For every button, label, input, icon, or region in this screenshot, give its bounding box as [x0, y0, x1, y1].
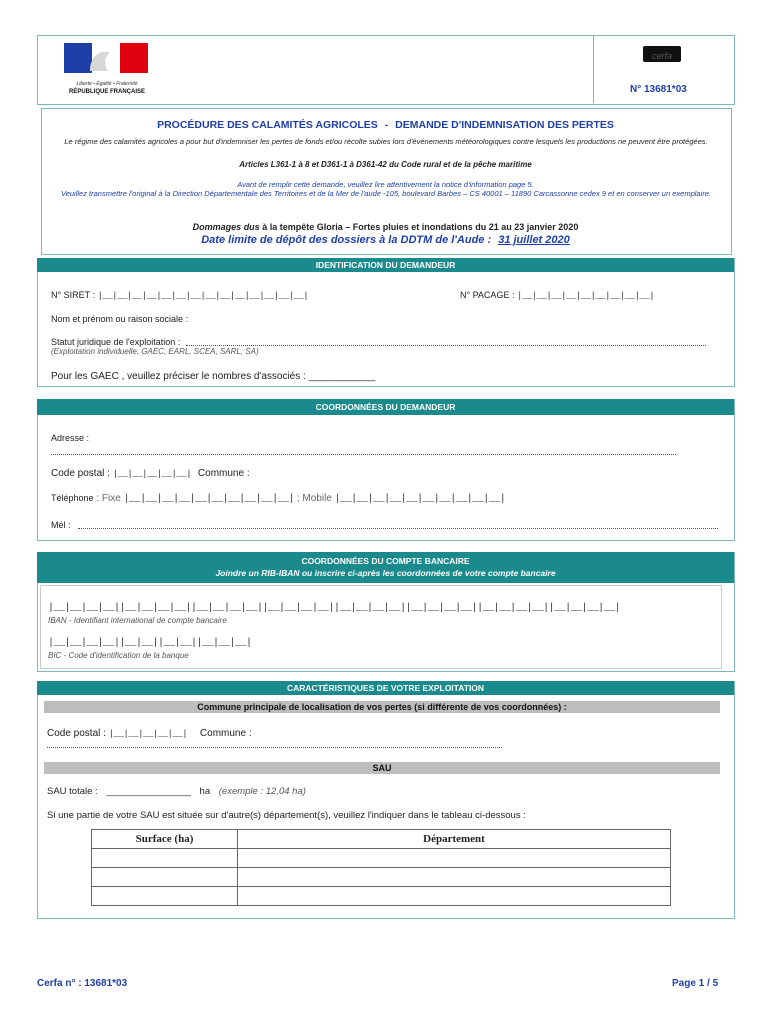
bic-caption: BIC - Code d'identification de la banque [48, 651, 189, 660]
phone-field[interactable] [51, 493, 505, 505]
footer-cerfa: Cerfa n° : 13681*03 [37, 978, 128, 989]
department-cell[interactable] [238, 887, 671, 906]
bank-subtitle: Joindre un RIB-IBAN ou inscrire ci-après les coordonnées de votre compte bancaire [215, 568, 556, 578]
title-left: PROCÉDURE DES CALAMITÉS AGRICOLES [157, 119, 378, 131]
sau-field[interactable] [47, 786, 306, 797]
logo-republique: RÉPUBLIQUE FRANÇAISE [68, 89, 145, 95]
mail-underline [78, 528, 718, 529]
farm-commune-underline [47, 747, 502, 748]
postal-boxes: |__|__|__|__|__| [112, 469, 192, 479]
mail-field[interactable]: Mél : [51, 520, 71, 530]
surface-cell[interactable] [92, 887, 238, 906]
department-table [91, 829, 671, 906]
form-number: N° 13681*03 [630, 84, 687, 95]
fixe-boxes: |__|__|__|__|__|__|__|__|__|__| [123, 494, 295, 505]
damage-text: à la tempête Gloria – Fortes pluies et inondations du 21 au 23 janvier 2020 [262, 222, 579, 232]
surface-header: Surface (ha) [92, 830, 238, 849]
surface-cell[interactable] [92, 849, 238, 868]
table-row [92, 849, 671, 868]
gaec-field[interactable] [51, 371, 375, 382]
cerfa-logo [643, 46, 681, 62]
notice-line-2: Veuillez transmettre l'original à la Direction Départementale des Territoires et de la Mer de l'aude -105, boulevard Barbes – CS 40001 – 11890 Carcassonne cedex 9 et en conserver un exemplaire. [60, 189, 712, 198]
status-underline [186, 345, 706, 346]
phone-label: Téléphone [51, 493, 94, 503]
farm-header: CARACTÉRISTIQUES DE VOTRE EXPLOITATION [37, 681, 734, 695]
logo-motto: Liberté • Égalité • Fraternité [76, 81, 138, 87]
gaec-label: Pour les GAEC , veuillez préciser le nombres d'associés : [51, 371, 306, 382]
republique-francaise-logo [60, 41, 154, 97]
department-cell[interactable] [238, 849, 671, 868]
cerfa-logo-text: cerfa [651, 51, 672, 61]
deadline-date: 31 juillet 2020 [498, 234, 570, 246]
title-dash: - [384, 119, 389, 131]
department-header: Département [238, 830, 671, 849]
identification-header: IDENTIFICATION DU DEMANDEUR [37, 258, 734, 272]
fixe-label: : Fixe [96, 493, 121, 504]
other-dept-instruction: Si une partie de votre SAU est située sur d'autre(s) département(s), veuillez l'indiquer dans le tableau ci-dessous : [47, 810, 526, 821]
marianne-flag-icon [60, 41, 154, 75]
farm-postal-field[interactable] [47, 728, 252, 739]
table-header-row [92, 830, 671, 849]
gaec-blank: ____________ [308, 371, 376, 382]
bic-boxes[interactable]: |__|__|__|__||__|__||__|__||__|__|__| [48, 638, 252, 649]
iban-caption: IBAN - Identifiant international de compte bancaire [48, 616, 227, 625]
table-row [92, 868, 671, 887]
header-divider [593, 35, 594, 103]
table-row [92, 887, 671, 906]
name-field[interactable]: Nom et prénom ou raison sociale : [51, 314, 189, 324]
sau-unit: ha [199, 786, 211, 797]
procedure-title [41, 119, 730, 131]
siret-label: N° SIRET : [51, 290, 95, 300]
farm-postal-label: Code postal : [47, 728, 106, 739]
surface-cell[interactable] [92, 868, 238, 887]
pacage-boxes: |__|__|__|__|__|__|__|__|__| [516, 291, 655, 301]
deadline-text: Date limite de dépôt des dossiers à la DDTM de l'Aude : [201, 234, 492, 246]
footer-page: Page 1 / 5 [672, 978, 719, 989]
status-field[interactable]: Statut juridique de l'exploitation : [51, 337, 181, 347]
pacage-label: N° PACAGE : [460, 290, 515, 300]
notice-line-1: Avant de remplir cette demande, veuillez lire attentivement la notice d'information page 5. [237, 180, 534, 189]
contact-header: COORDONNÉES DU DEMANDEUR [37, 399, 734, 415]
sau-blank: ________________ [106, 786, 191, 797]
address-underline [51, 454, 676, 455]
commune-bar: Commune principale de localisation de vos pertes (si différente de vos coordonnées) : [44, 701, 720, 713]
siret-field[interactable] [51, 290, 308, 301]
siret-boxes: |__|__|__|__|__|__|__|__|__|__|__|__|__|__| [97, 291, 309, 301]
iban-boxes[interactable]: |__|__|__|__||__|__|__|__||__|__|__|__||__|__|__|__||__|__|__|__||__|__|__|__||__|__|__|__||__|__|__|__| [48, 603, 621, 614]
postal-field[interactable] [51, 468, 250, 479]
damage-line [41, 222, 730, 232]
mobile-boxes: |__|__|__|__|__|__|__|__|__|__| [334, 494, 506, 505]
pacage-field[interactable] [460, 290, 654, 301]
status-hint: (Exploitation individuelle, GAEC, EARL, SCEA, SARL, SA) [51, 347, 259, 356]
department-cell[interactable] [238, 868, 671, 887]
intro-paragraph: Le régime des calamités agricoles a pour but d'indemniser les pertes de fonds et/ou récolte subies lors d'événements météorologiques contre lesquels les productions ne peuvent être protégées. [64, 137, 708, 146]
sau-label: SAU totale : [47, 786, 98, 797]
damage-prefix: Dommages dus [192, 222, 260, 232]
bank-title: COORDONNÉES DU COMPTE BANCAIRE [301, 556, 470, 566]
farm-postal-boxes: |__|__|__|__|__| [108, 729, 188, 739]
bank-header [37, 552, 734, 583]
sau-example: (exemple : 12,04 ha) [218, 786, 306, 797]
title-right: DEMANDE D'INDEMNISATION DES PERTES [395, 119, 614, 131]
mobile-label: ; Mobile [296, 493, 332, 504]
postal-label: Code postal : [51, 468, 110, 479]
farm-commune-label: Commune : [199, 728, 252, 739]
address-field[interactable]: Adresse : [51, 433, 90, 443]
commune-label: Commune : [197, 468, 250, 479]
sau-bar: SAU [44, 762, 720, 774]
articles-reference: Articles L361-1 à 8 et D361-1 à D361-42 du Code rural et de la pêche maritime [239, 160, 532, 169]
deadline-line [41, 234, 730, 246]
